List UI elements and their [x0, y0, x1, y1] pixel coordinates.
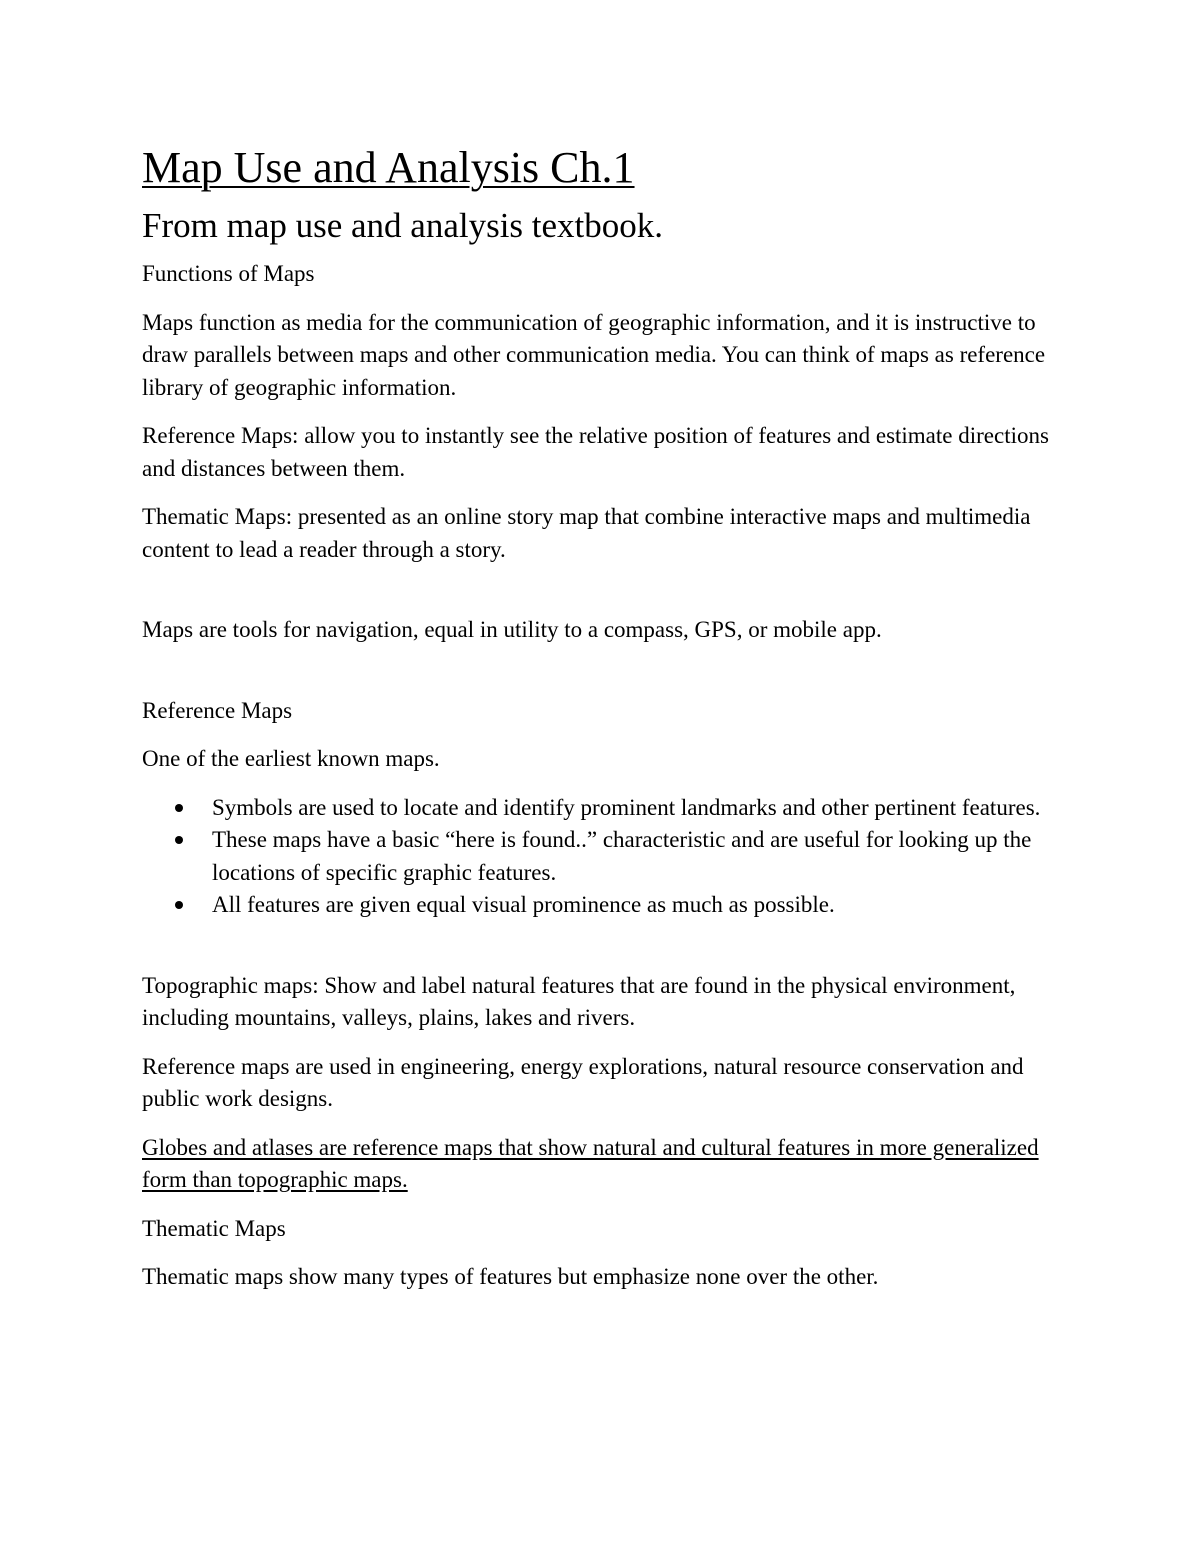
paragraph-globes-atlases: Globes and atlases are reference maps that show natural and cultural features in more generalized form than topographic maps. — [142, 1134, 1039, 1192]
bullet-icon — [175, 901, 183, 909]
document-page — [142, 138, 1072, 1310]
bullet-list — [142, 792, 1072, 922]
document-title: Map Use and Analysis Ch.1 — [142, 143, 635, 192]
bullet-icon — [175, 804, 183, 812]
heading-functions-of-maps: Functions of Maps — [142, 261, 315, 286]
list-item — [142, 824, 1072, 889]
paragraph-earliest-maps: One of the earliest known maps. — [142, 746, 440, 771]
list-item — [142, 792, 1072, 825]
paragraph-thematic-maps-features: Thematic maps show many types of features but emphasize none over the other. — [142, 1264, 879, 1289]
list-item-text: These maps have a basic “here is found..” characteristic and are useful for looking up the locations of specific graphic features. — [212, 827, 1032, 885]
paragraph-reference-maps-definition: Reference Maps: allow you to instantly see the relative position of features and estimate directions and distances between them. — [142, 423, 1049, 481]
heading-reference-maps: Reference Maps — [142, 697, 293, 723]
paragraph-thematic-maps-definition: Thematic Maps: presented as an online story map that combine interactive maps and multimedia content to lead a reader through a story. — [142, 504, 1031, 562]
paragraph-maps-navigation: Maps are tools for navigation, equal in utility to a compass, GPS, or mobile app. — [142, 617, 882, 642]
list-item — [142, 889, 1072, 922]
list-item-text: Symbols are used to locate and identify prominent landmarks and other pertinent features. — [212, 794, 1041, 820]
paragraph-reference-maps-uses: Reference maps are used in engineering, energy explorations, natural resource conservation and public work designs. — [142, 1053, 1024, 1111]
list-item-text: All features are given equal visual prominence as much as possible. — [212, 892, 835, 917]
heading-thematic-maps: Thematic Maps — [142, 1215, 286, 1241]
document-subtitle: From map use and analysis textbook. — [142, 206, 664, 245]
paragraph-maps-function: Maps function as media for the communication of geographic information, and it is instructive to draw parallels between maps and other communication media. You can think of maps as reference library of geographic information. — [142, 309, 1046, 400]
bullet-icon — [175, 836, 183, 844]
paragraph-topographic-maps: Topographic maps: Show and label natural features that are found in the physical environment, including mountains, valleys, plains, lakes and rivers. — [142, 972, 1016, 1030]
